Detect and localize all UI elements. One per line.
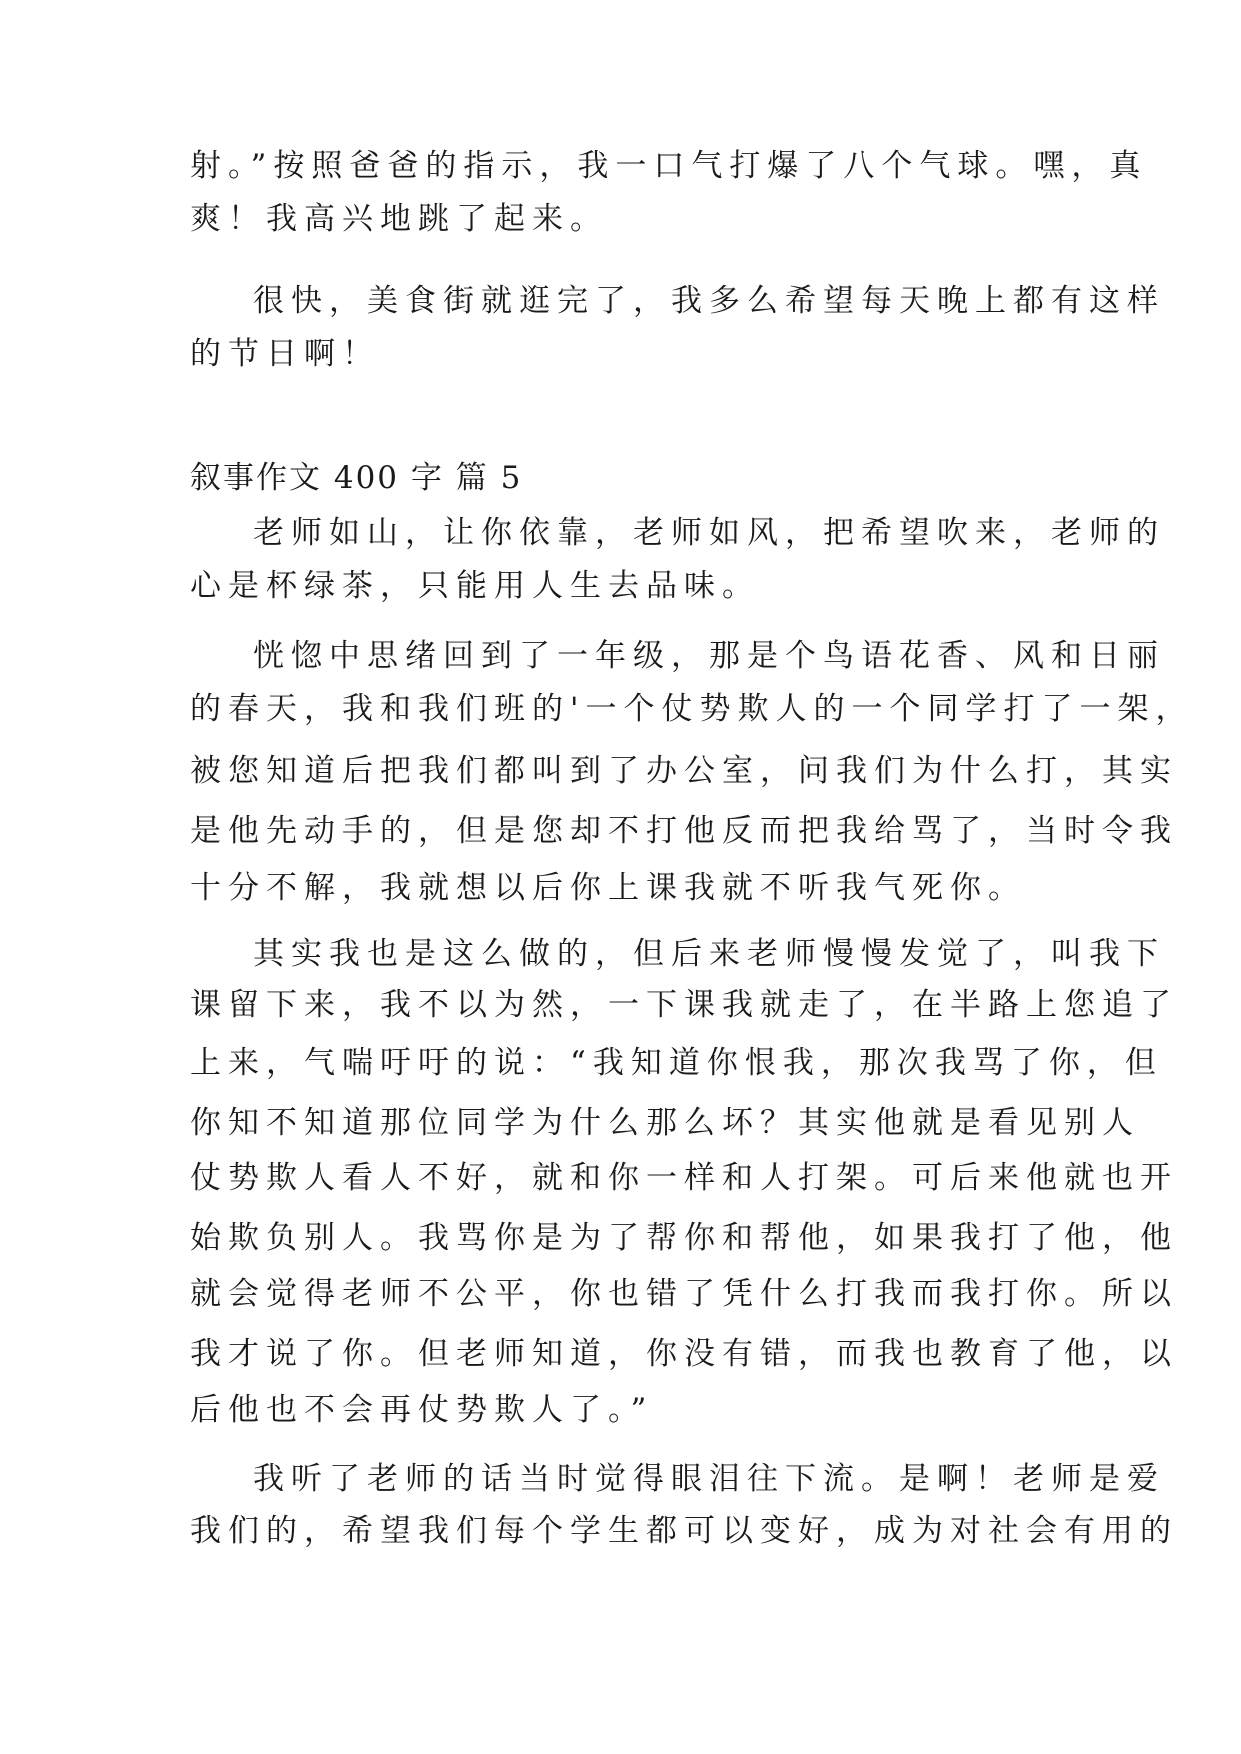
text-line: 你知不知道那位同学为什么那么坏？其实他就是看见别人 [190, 1105, 1140, 1141]
text-line: 的春天，我和我们班的'一个仗势欺人的一个同学打了一架， [190, 691, 1194, 727]
section-heading: 叙事作文 400 字 篇 5 [190, 460, 523, 496]
text-line: 就会觉得老师不公平，你也错了凭什么打我而我打你。所以 [190, 1276, 1178, 1312]
text-line: 心是杯绿茶，只能用人生去品味。 [190, 568, 760, 604]
text-line: 我才说了你。但老师知道，你没有错，而我也教育了他，以 [190, 1336, 1178, 1372]
text-line: 上来，气喘吁吁的说：“我知道你恨我，那次我骂了你，但 [190, 1045, 1163, 1081]
text-line: 爽！我高兴地跳了起来。 [190, 201, 608, 237]
text-line: 课留下来，我不以为然，一下课我就走了，在半路上您追了 [190, 987, 1178, 1023]
text-line: 我听了老师的话当时觉得眼泪往下流。是啊！老师是爱 [253, 1461, 1165, 1497]
text-line: 恍惚中思绪回到了一年级，那是个鸟语花香、风和日丽 [253, 638, 1165, 674]
text-line: 被您知道后把我们都叫到了办公室，问我们为什么打，其实 [190, 753, 1178, 789]
text-line: 十分不解，我就想以后你上课我就不听我气死你。 [190, 870, 1026, 906]
text-line: 射。”按照爸爸的指示，我一口气打爆了八个气球。嘿，真 [190, 148, 1148, 184]
text-line: 始欺负别人。我骂你是为了帮你和帮他，如果我打了他，他 [190, 1220, 1178, 1256]
text-line: 仗势欺人看人不好，就和你一样和人打架。可后来他就也开 [190, 1160, 1178, 1196]
text-line: 很快，美食街就逛完了，我多么希望每天晚上都有这样 [253, 283, 1165, 319]
text-line: 我们的，希望我们每个学生都可以变好，成为对社会有用的 [190, 1513, 1178, 1549]
text-line: 是他先动手的，但是您却不打他反而把我给骂了，当时令我 [190, 813, 1178, 849]
text-line: 后他也不会再仗势欺人了。” [190, 1392, 654, 1428]
text-line: 其实我也是这么做的，但后来老师慢慢发觉了，叫我下 [253, 936, 1165, 972]
text-line: 的节日啊！ [190, 336, 380, 372]
text-line: 老师如山，让你依靠，老师如风，把希望吹来，老师的 [253, 515, 1165, 551]
